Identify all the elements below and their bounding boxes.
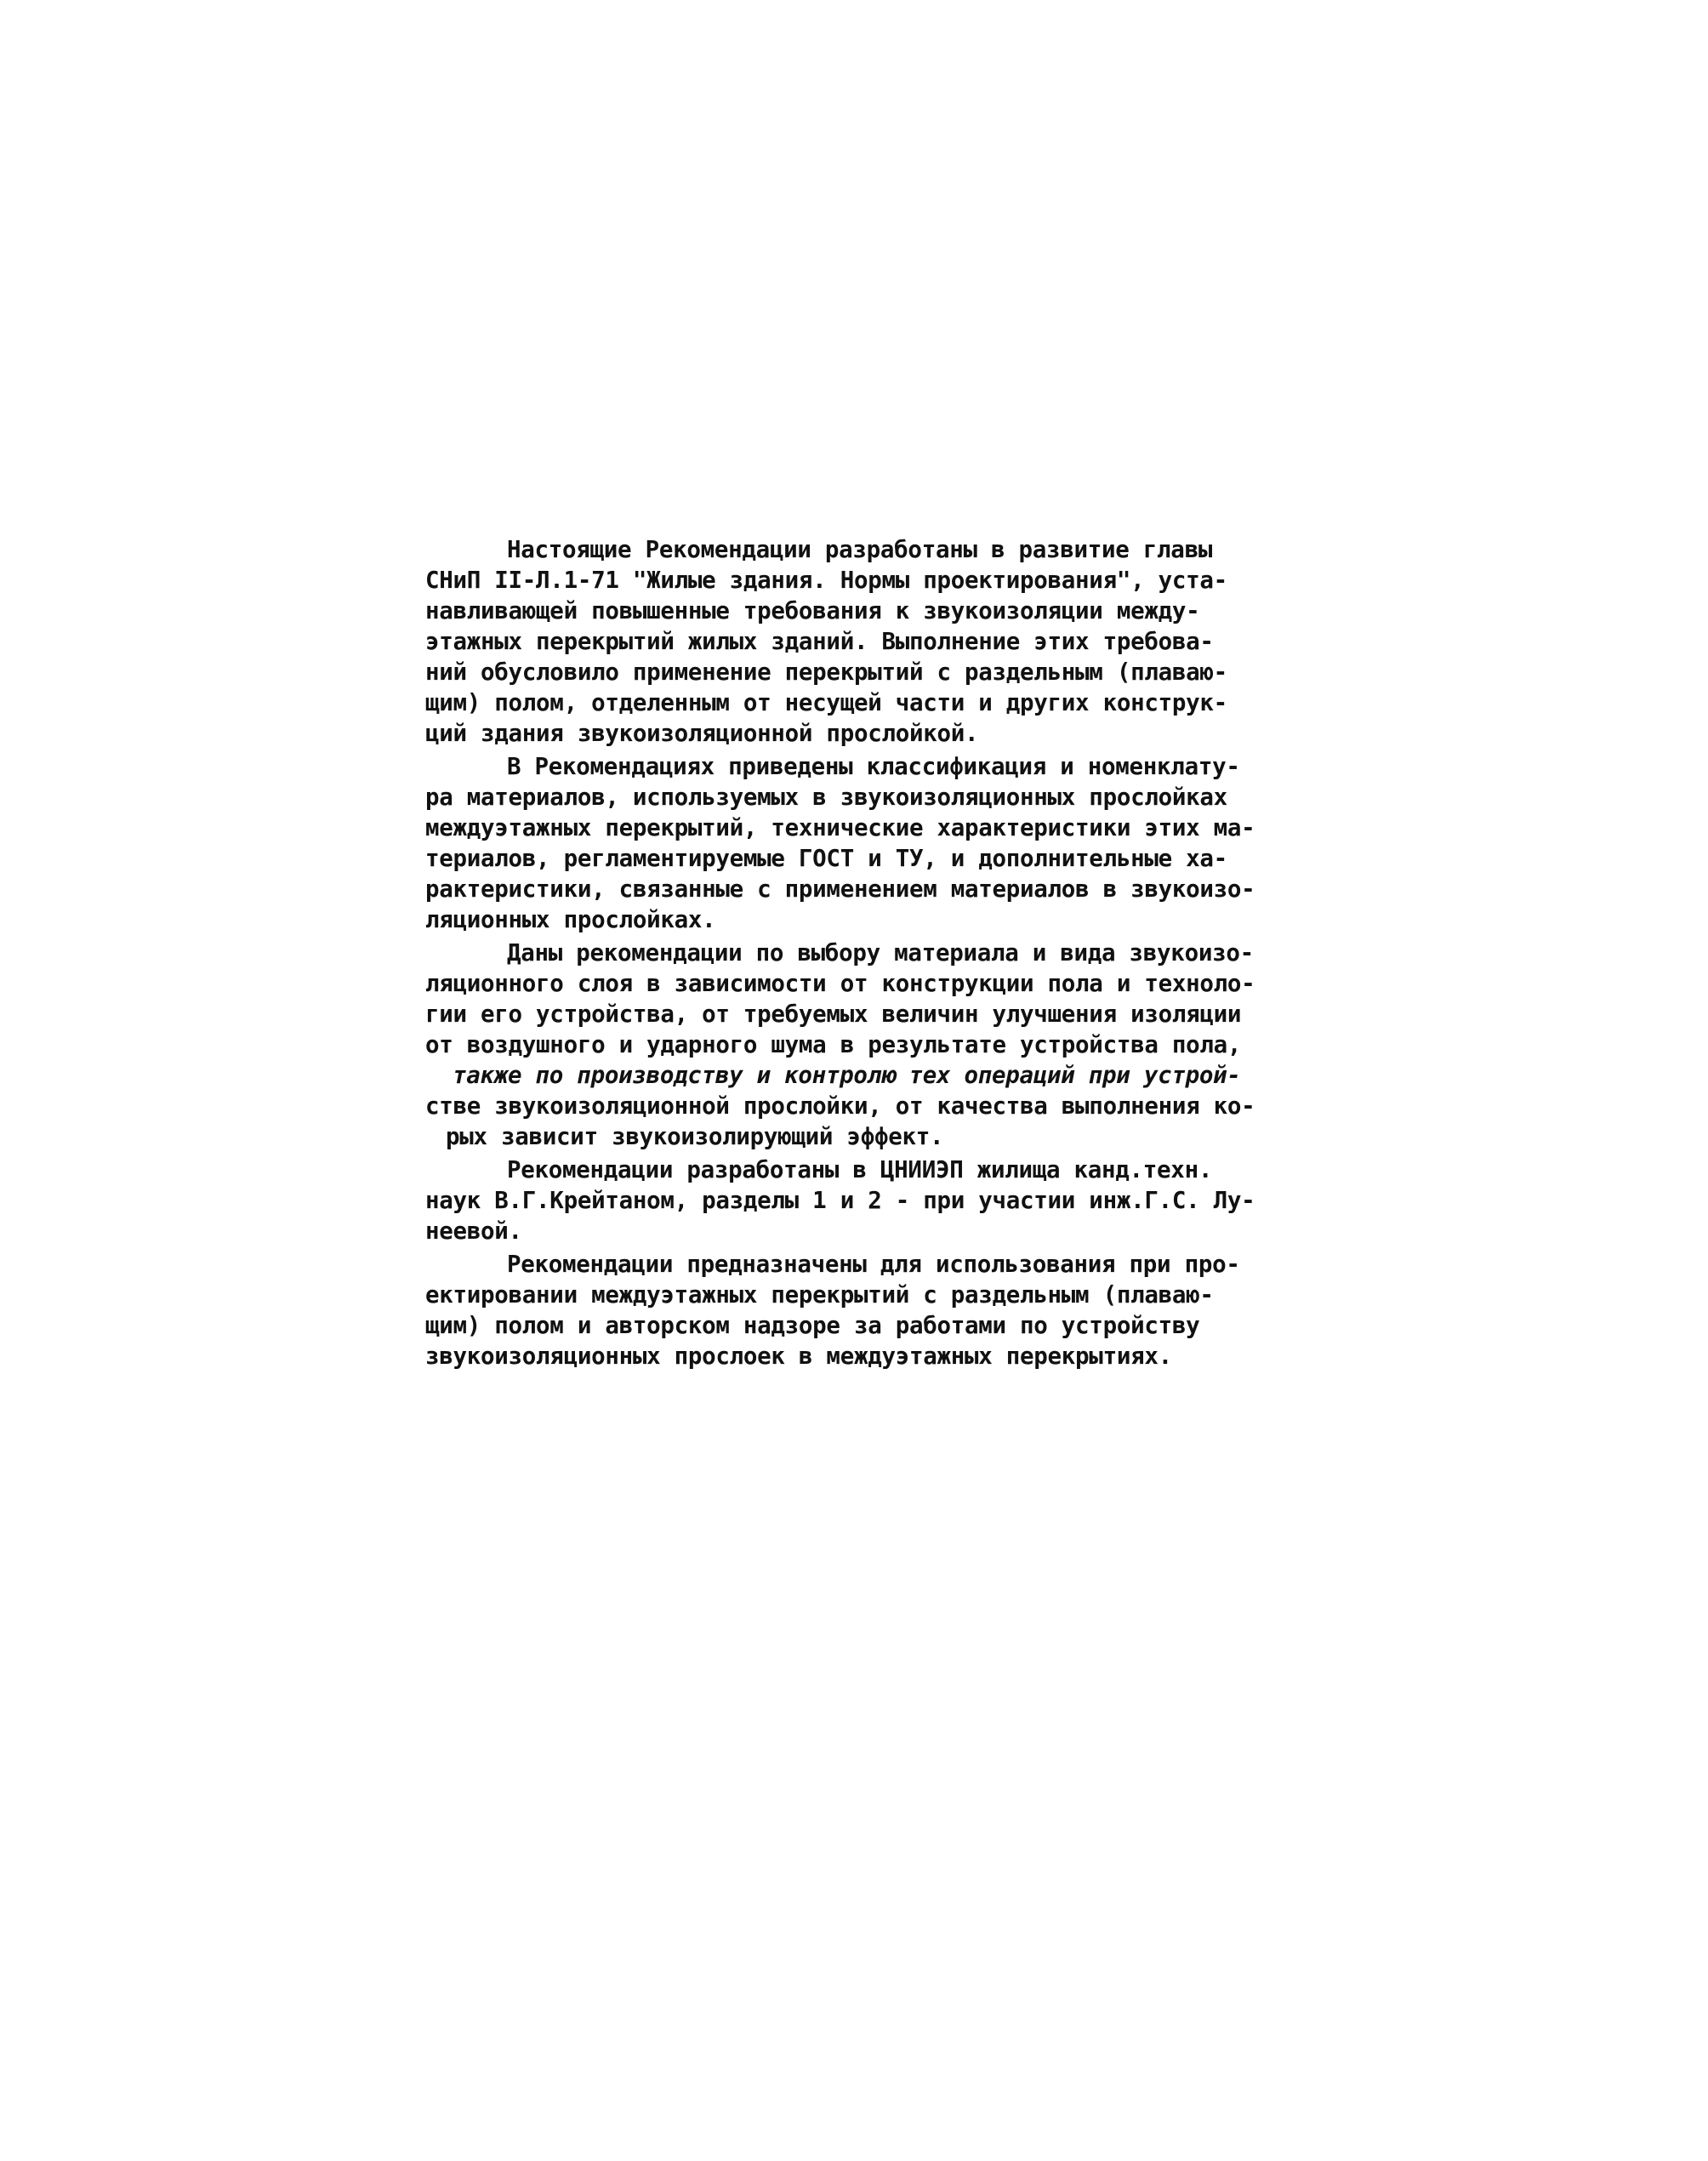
paragraph-1-line-6: щим) полом, отделенным от несущей части и других конструк- (425, 689, 1227, 716)
paragraph-3-line-4: от воздушного и ударного шума в результате устройства пола, (425, 1031, 1242, 1058)
paragraph-3-line-5: также по производству и контролю тех операций при устрой- (453, 1062, 1241, 1089)
paragraph-4-line-1: Рекомендации разработаны в ЦНИИЭП жилища канд.техн. (507, 1156, 1213, 1183)
paragraph-1-line-7: ций здания звукоизоляционной прослойкой. (425, 720, 979, 747)
paragraph-2-line-3: междуэтажных перекрытий, технические характеристики этих ма- (425, 814, 1255, 841)
paragraph-5-line-1: Рекомендации предназначены для использования при про- (507, 1251, 1240, 1278)
paragraph-1-line-3: навливающей повышенные требования к звукоизоляции между- (425, 597, 1200, 624)
paragraph-4-line-3: неевой. (425, 1217, 522, 1245)
paragraph-1-line-4: этажных перекрытий жилых зданий. Выполнение этих требова- (425, 628, 1214, 655)
paragraph-3-line-7: рых зависит звукоизолирующий эффект. (446, 1123, 944, 1150)
paragraph-3-line-2: ляционного слоя в зависимости от конструкции пола и техноло- (425, 970, 1255, 997)
paragraph-3-line-6: стве звукоизоляционной прослойки, от качества выполнения ко- (425, 1092, 1255, 1120)
paragraph-5-line-4: звукоизоляционных прослоек в междуэтажных перекрытиях. (425, 1343, 1172, 1370)
paragraph-1-line-1: Настоящие Рекомендации разработаны в развитие главы (507, 536, 1213, 563)
paragraph-2-line-2: ра материалов, используемых в звукоизоляционных прослойках (425, 784, 1227, 811)
paragraph-5-line-2: ектировании междуэтажных перекрытий с раздельным (плаваю- (425, 1281, 1214, 1309)
paragraph-2-line-5: рактеристики, связанные с применением материалов в звукоизо- (425, 875, 1255, 903)
paragraph-2-line-6: ляционных прослойках. (425, 906, 716, 933)
paragraph-2-line-4: териалов, регламентируемые ГОСТ и ТУ, и дополнительные ха- (425, 845, 1227, 872)
paragraph-1-line-2: СНиП II-Л.1-71 "Жилые здания. Нормы проектирования", уста- (425, 567, 1227, 594)
paragraph-1-line-5: ний обусловило применение перекрытий с раздельным (плаваю- (425, 659, 1227, 686)
paragraph-3-line-1: Даны рекомендации по выбору материала и вида звукоизо- (507, 939, 1254, 966)
paragraph-2-line-1: В Рекомендациях приведены классификация и номенклату- (507, 753, 1240, 780)
paragraph-5-line-3: щим) полом и авторском надзоре за работами по устройству (425, 1312, 1200, 1339)
paragraph-3-line-3: гии его устройства, от требуемых величин улучшения изоляции (425, 1001, 1242, 1028)
paragraph-4-line-2: наук В.Г.Крейтаном, разделы 1 и 2 - при участии инж.Г.С. Лу- (425, 1187, 1255, 1214)
